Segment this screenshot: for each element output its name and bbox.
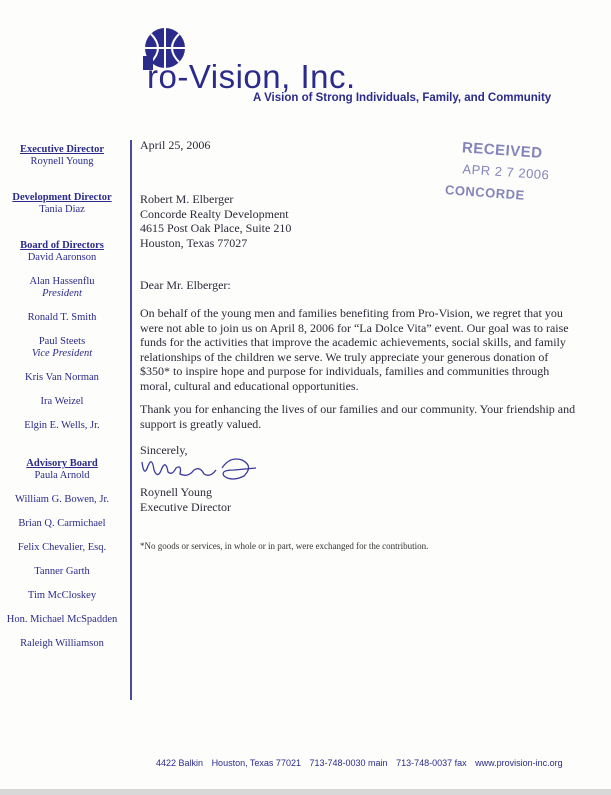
footer-contact <box>156 758 569 768</box>
footnote: *No goods or services, in whole or in part, were exchanged for the contribution. <box>140 541 429 551</box>
footer-street: 4422 Balkin <box>156 758 204 768</box>
sidebar-heading: Board of Directors <box>20 240 104 251</box>
address-line: 4615 Post Oak Place, Suite 210 <box>140 221 292 235</box>
sidebar-member: William G. Bowen, Jr. <box>14 494 110 505</box>
sidebar-member: Paul Steets <box>38 336 86 347</box>
sidebar-member: David Aaronson <box>27 252 97 263</box>
org-tagline: A Vision of Strong Individuals, Family, and Community <box>253 92 552 104</box>
sidebar-member: Elgin E. Wells, Jr. <box>24 420 100 431</box>
sidebar-group-board <box>0 240 124 432</box>
signer-name: Roynell Young <box>140 485 213 499</box>
sidebar-heading: Executive Director <box>19 144 105 155</box>
address-line: Concorde Realty Development <box>140 206 289 221</box>
letter-date: April 25, 2006 <box>140 138 211 152</box>
sidebar-heading: Advisory Board <box>26 458 98 469</box>
footer-website: www.provision-inc.org <box>475 758 563 768</box>
stamp-location: CONCORDE <box>444 182 526 203</box>
stamp-date: APR 2 7 2006 <box>462 161 550 183</box>
sidebar-member: Felix Chevalier, Esq. <box>17 542 107 553</box>
stamp-received-text: RECEIVED <box>461 139 544 162</box>
sidebar-member: Roynell Young <box>30 156 94 167</box>
scan-edge <box>0 789 611 795</box>
sidebar-member-role: President <box>42 288 82 299</box>
sidebar-member: Ronald T. Smith <box>27 312 97 323</box>
letterhead-logo <box>139 26 559 106</box>
org-name: ro-Vision, Inc. <box>147 58 356 95</box>
sidebar-member: Tanner Garth <box>34 566 90 577</box>
closing: Sincerely, <box>140 443 188 457</box>
sidebar-member: Tim McCloskey <box>27 590 97 601</box>
sidebar-member: Hon. Michael McSpadden <box>6 614 118 625</box>
body-paragraph-2: Thank you for enhancing the lives of our families and our community. Your friendship and support is greatly valued. <box>140 402 576 431</box>
sidebar-member: Kris Van Norman <box>25 372 99 383</box>
sidebar-member: Alan Hassenflu <box>29 276 95 287</box>
sidebar-member: Brian Q. Carmichael <box>18 518 106 529</box>
footer-phone: 713-748-0030 main <box>309 758 388 768</box>
address-line: Robert M. Elberger <box>140 192 234 206</box>
signer-block <box>140 485 231 514</box>
sidebar-divider <box>130 140 132 700</box>
sidebar-member-role: Vice President <box>31 348 93 359</box>
recipient-address <box>140 192 291 250</box>
sidebar-member: Paula Arnold <box>34 470 90 481</box>
sidebar-member: Tania Diaz <box>39 204 85 215</box>
sidebar-group-development <box>0 192 124 216</box>
signer-title: Executive Director <box>140 499 231 514</box>
sidebar-member: Ira Weizel <box>40 396 84 407</box>
salutation: Dear Mr. Elberger: <box>140 278 231 292</box>
sidebar-group-advisory <box>0 458 124 650</box>
sidebar-group-executive <box>0 144 124 168</box>
received-stamp <box>427 123 574 233</box>
sidebar-member: Raleigh Williamson <box>20 638 104 649</box>
handwritten-signature <box>138 452 258 486</box>
footer-city: Houston, Texas 77021 <box>211 758 301 768</box>
address-line: Houston, Texas 77027 <box>140 235 248 250</box>
footer-fax: 713-748-0037 fax <box>396 758 467 768</box>
body-paragraph-1: On behalf of the young men and families benefiting from Pro-Vision, we regret that you were not able to join us on April 8, 2006 for “La Dolce Vita” event. Our goal was to raise funds for the activities that improve the academic achievements, social skills, and family relationships of the children we serve. We truly appreciate your generous donation of $350* to inspire hope and purpose for individuals, families and communities through moral, cultural and educational opportunities. <box>140 306 569 393</box>
sidebar-heading: Development Director <box>12 192 112 203</box>
